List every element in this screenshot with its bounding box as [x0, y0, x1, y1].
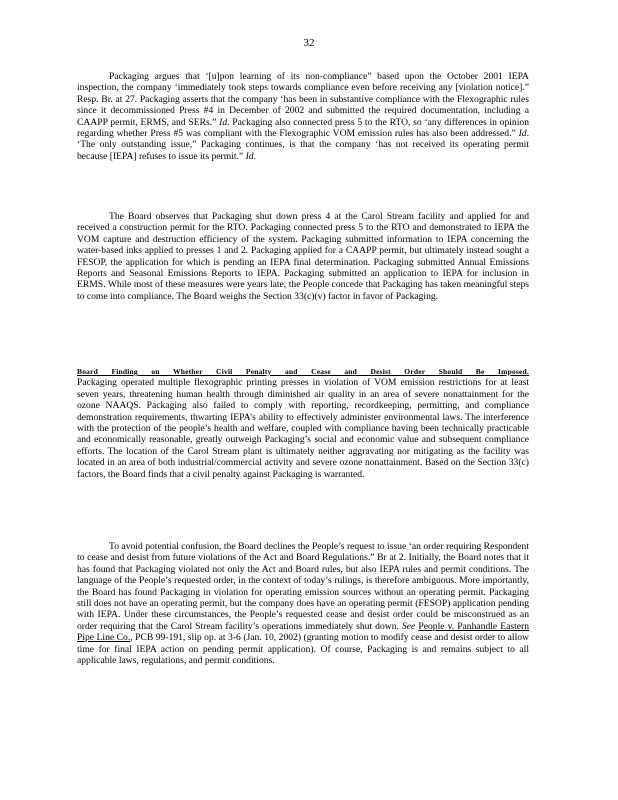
p3-text: Packaging operated multiple flexographic printing presses in violation of VOM emission restrictions for at least seven years, threatening human health through diminished air quality in an area of severe nonattainment for the ozone NAAQS. Packaging also failed to comply with reporting, recordkeeping, permitting, and compliance demonstration requirements, thwarting IEPA’s ability to effectively administer environmental laws. The interference with the protection of the people’s health and welfare, coupled with compliance having been technically practicable and economically reasonable, greatly outweigh Packaging’s social and economic value and subsequent compliance efforts. The location of the Carol Stream plant is ultimately neither aggravating nor mitigating as the facility was located in an area of both industrial/commercial activity and severe ozone nonattainment. Based on the Section 33(c) factors, the Board finds that a civil penalty against Packaging is warranted. [77, 377, 529, 480]
p1-text-3: . ‘The only outstanding issue,” Packaging continues, is that the company ‘has not received its operating permit because [IEPA] refuses to issue its permit.” [77, 128, 529, 162]
id-citation: Id [219, 116, 228, 128]
page-number: 32 [303, 37, 315, 49]
see-signal: See [401, 620, 416, 632]
paragraph-packaging-argues [77, 71, 529, 162]
p1-text-1: Packaging argues that ‘[u]pon learning of its non-compliance” based upon the October 2001 IEPA inspection, the company ‘immediately took steps towards compliance even before receiving any [violation notice].” Resp. Br. at 27. Packaging asserts that the company ‘has been in substantive compliance with the Flexographic rules since it decommissioned Press #4 in December of 2002 and submitted the required documentation, including a CAAPP permit, ERMS, and SERs.” [77, 71, 529, 128]
p4-text-1: To avoid potential confusion, the Board declines the People’s request to issue ‘an order requiring Respondent to cease and desist from future violations of the Act and Board Regulations.” Br at 2. Initially, the Board notes that it has found that Packaging violated not only the Act and Board rules, but also IEPA rules and permit conditions. The language of the People’s requested order, in the context of today’s rulings, is therefore ambiguous. More importantly, the Board has found Packaging in violation for operating emission sources without an operating permit. Packaging still does not have an operating permit, but the company does have an operating permit (FESOP) application pending with IEPA. Under these circumstances, the People’s requested cease and desist order could be misconstrued as an order requiring that the Carol Stream facility’s operations immediately shut down. [77, 541, 529, 632]
p1-text-2: . Packaging also connected press 5 to the RTO, so ‘any differences in opinion regarding whether Press #5 was compliant with the Flexographic VOM emission rules has also been addressed.” [77, 116, 529, 140]
p1-text-4: . [253, 150, 256, 162]
id-citation: Id [245, 150, 254, 162]
paragraph-board-finding [77, 366, 529, 480]
paragraph-avoid-confusion [77, 541, 529, 666]
case-citation: People v. Panhandle Eastern Pipe Line Co. [77, 620, 530, 644]
id-citation: Id [518, 128, 527, 140]
section-heading: Board Finding on Whether Civil Penalty and Cease and Desist Order Should Be Imposed. [77, 367, 529, 376]
p4-text-2: , PCB 99-191, slip op. at 3-6 (Jan. 10, 2002) (granting motion to modify cease and desist order to allow time for final IEPA action on pending permit application). Of course, Packaging is and remains subject to all applicable laws, regulations, and permit conditions. [77, 632, 529, 667]
paragraph-board-observes: The Board observes that Packaging shut down press 4 at the Carol Stream facility and applied for and received a construction permit for the RTO. Packaging connected press 5 to the RTO and demonstrated to IEPA the VOM capture and destruction efficiency of the system. Packaging submitted information to IEPA concerning the water-based inks applied to presses 1 and 2. Packaging applied for a CAAPP permit, but ultimately instead sought a FESOP, the application for which is pending an IEPA final determination. Packaging submitted Annual Emissions Reports and Seasonal Emissions Reports to IEPA. Packaging submitted an application to IEPA for inclusion in ERMS. While most of these measures were years late, the People concede that Packaging has taken meaningful steps to come into compliance. The Board weighs the Section 33(c)(v) factor in favor of Packaging. [77, 211, 529, 302]
